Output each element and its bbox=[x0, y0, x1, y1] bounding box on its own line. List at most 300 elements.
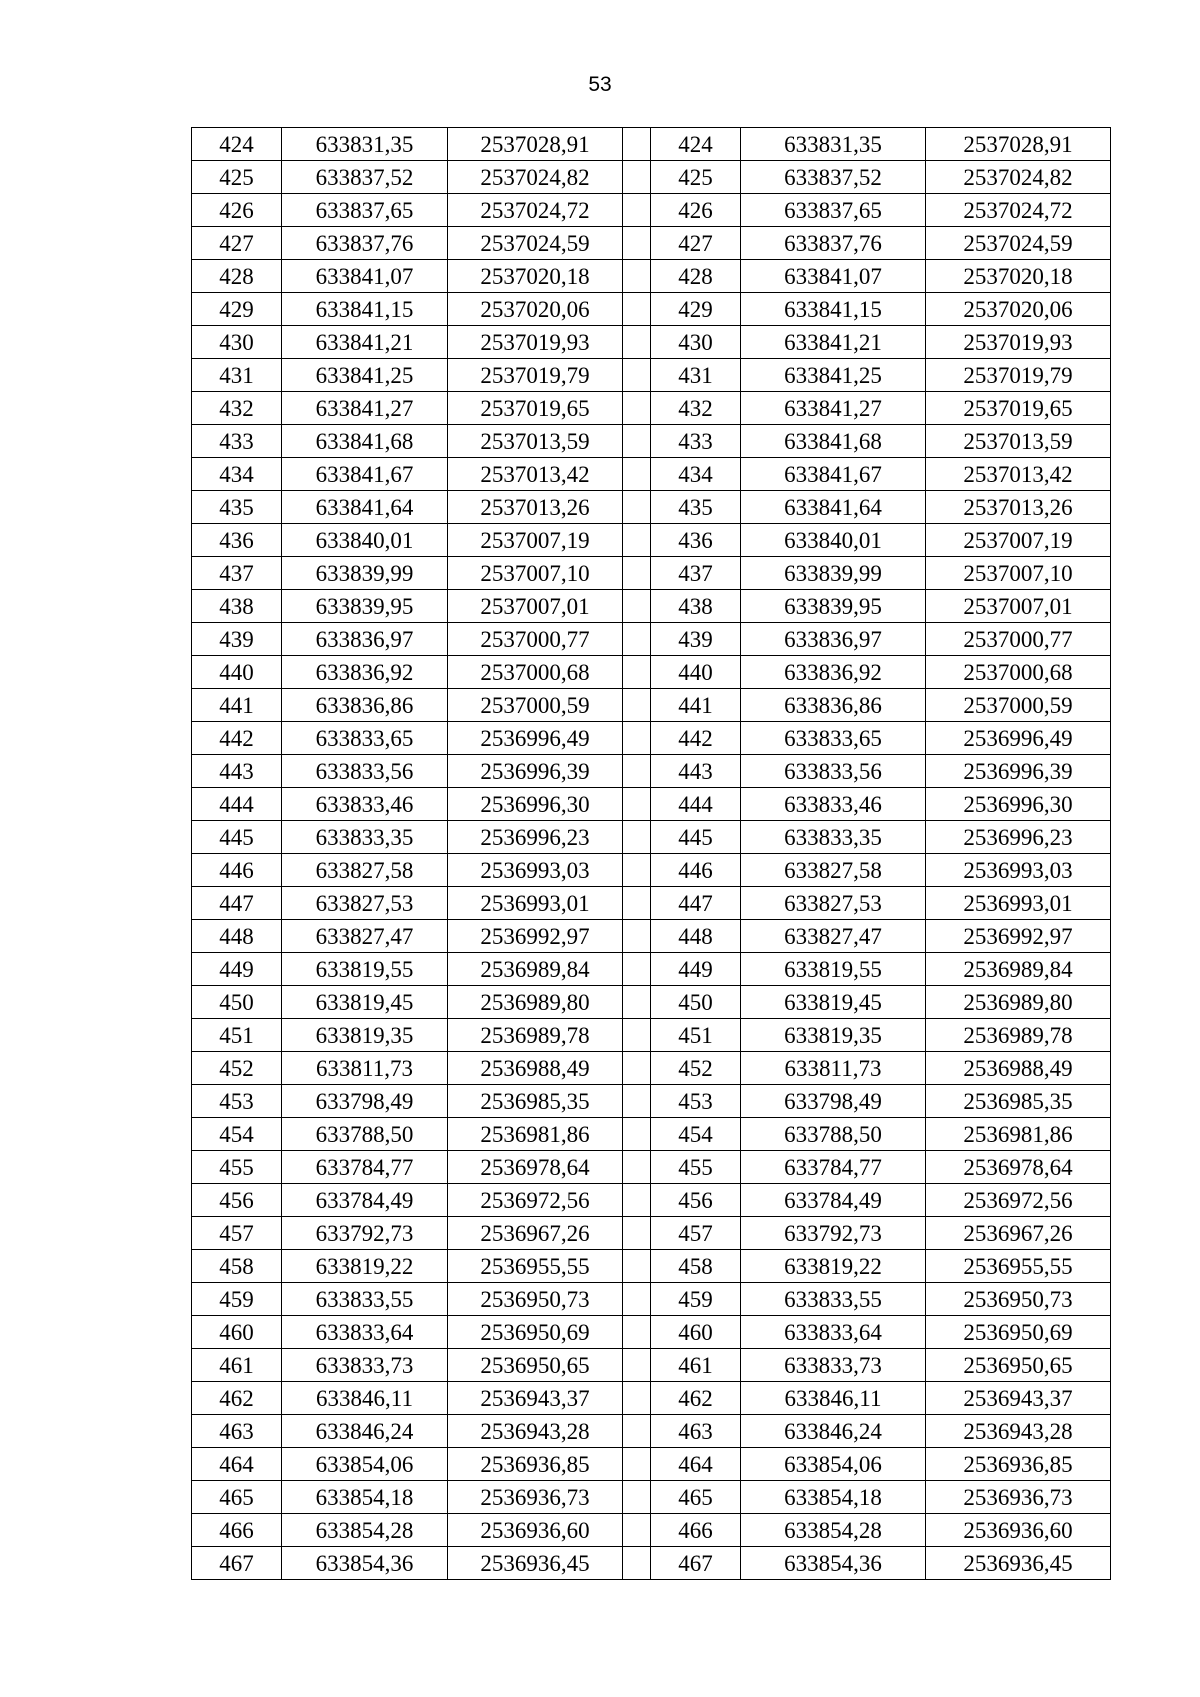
point-number-left: 430 bbox=[192, 326, 282, 359]
y-coordinate-right: 2536992,97 bbox=[926, 920, 1111, 953]
y-coordinate-left: 2537019,93 bbox=[448, 326, 623, 359]
y-coordinate-right: 2537007,01 bbox=[926, 590, 1111, 623]
y-coordinate-left: 2536981,86 bbox=[448, 1118, 623, 1151]
y-coordinate-left: 2537019,79 bbox=[448, 359, 623, 392]
table-row bbox=[192, 359, 1111, 392]
y-coordinate-right: 2537019,79 bbox=[926, 359, 1111, 392]
spacer-cell bbox=[623, 887, 651, 920]
point-number-left: 432 bbox=[192, 392, 282, 425]
x-coordinate-left: 633854,18 bbox=[282, 1481, 448, 1514]
table-row bbox=[192, 1250, 1111, 1283]
x-coordinate-right: 633841,68 bbox=[741, 425, 926, 458]
x-coordinate-left: 633837,76 bbox=[282, 227, 448, 260]
point-number-left: 447 bbox=[192, 887, 282, 920]
x-coordinate-left: 633846,24 bbox=[282, 1415, 448, 1448]
point-number-left: 463 bbox=[192, 1415, 282, 1448]
spacer-cell bbox=[623, 359, 651, 392]
x-coordinate-right: 633819,35 bbox=[741, 1019, 926, 1052]
y-coordinate-left: 2536936,73 bbox=[448, 1481, 623, 1514]
x-coordinate-right: 633836,86 bbox=[741, 689, 926, 722]
x-coordinate-right: 633854,18 bbox=[741, 1481, 926, 1514]
y-coordinate-right: 2536950,65 bbox=[926, 1349, 1111, 1382]
point-number-right: 449 bbox=[651, 953, 741, 986]
spacer-cell bbox=[623, 425, 651, 458]
x-coordinate-left: 633811,73 bbox=[282, 1052, 448, 1085]
x-coordinate-right: 633841,27 bbox=[741, 392, 926, 425]
y-coordinate-right: 2537000,59 bbox=[926, 689, 1111, 722]
x-coordinate-right: 633854,06 bbox=[741, 1448, 926, 1481]
spacer-cell bbox=[623, 1019, 651, 1052]
x-coordinate-left: 633854,06 bbox=[282, 1448, 448, 1481]
y-coordinate-right: 2536972,56 bbox=[926, 1184, 1111, 1217]
point-number-right: 451 bbox=[651, 1019, 741, 1052]
point-number-left: 465 bbox=[192, 1481, 282, 1514]
x-coordinate-left: 633841,67 bbox=[282, 458, 448, 491]
point-number-left: 455 bbox=[192, 1151, 282, 1184]
table-row bbox=[192, 854, 1111, 887]
spacer-cell bbox=[623, 260, 651, 293]
table-row bbox=[192, 1151, 1111, 1184]
point-number-left: 445 bbox=[192, 821, 282, 854]
y-coordinate-left: 2536996,30 bbox=[448, 788, 623, 821]
table-row bbox=[192, 1316, 1111, 1349]
y-coordinate-left: 2536936,60 bbox=[448, 1514, 623, 1547]
x-coordinate-right: 633846,11 bbox=[741, 1382, 926, 1415]
point-number-left: 431 bbox=[192, 359, 282, 392]
x-coordinate-right: 633798,49 bbox=[741, 1085, 926, 1118]
point-number-left: 454 bbox=[192, 1118, 282, 1151]
point-number-right: 434 bbox=[651, 458, 741, 491]
x-coordinate-right: 633827,53 bbox=[741, 887, 926, 920]
y-coordinate-right: 2536936,60 bbox=[926, 1514, 1111, 1547]
spacer-cell bbox=[623, 1448, 651, 1481]
point-number-right: 436 bbox=[651, 524, 741, 557]
point-number-left: 443 bbox=[192, 755, 282, 788]
x-coordinate-left: 633841,21 bbox=[282, 326, 448, 359]
x-coordinate-right: 633839,95 bbox=[741, 590, 926, 623]
point-number-right: 467 bbox=[651, 1547, 741, 1580]
y-coordinate-right: 2536993,01 bbox=[926, 887, 1111, 920]
y-coordinate-right: 2537007,10 bbox=[926, 557, 1111, 590]
spacer-cell bbox=[623, 128, 651, 161]
x-coordinate-left: 633833,64 bbox=[282, 1316, 448, 1349]
x-coordinate-left: 633837,52 bbox=[282, 161, 448, 194]
y-coordinate-left: 2537024,59 bbox=[448, 227, 623, 260]
x-coordinate-left: 633784,77 bbox=[282, 1151, 448, 1184]
point-number-right: 433 bbox=[651, 425, 741, 458]
spacer-cell bbox=[623, 623, 651, 656]
y-coordinate-left: 2536955,55 bbox=[448, 1250, 623, 1283]
point-number-right: 431 bbox=[651, 359, 741, 392]
point-number-right: 458 bbox=[651, 1250, 741, 1283]
spacer-cell bbox=[623, 1151, 651, 1184]
point-number-right: 465 bbox=[651, 1481, 741, 1514]
point-number-left: 437 bbox=[192, 557, 282, 590]
y-coordinate-right: 2536996,39 bbox=[926, 755, 1111, 788]
spacer-cell bbox=[623, 755, 651, 788]
table-row bbox=[192, 425, 1111, 458]
y-coordinate-left: 2536989,80 bbox=[448, 986, 623, 1019]
point-number-left: 441 bbox=[192, 689, 282, 722]
x-coordinate-right: 633819,45 bbox=[741, 986, 926, 1019]
x-coordinate-right: 633811,73 bbox=[741, 1052, 926, 1085]
y-coordinate-left: 2536993,01 bbox=[448, 887, 623, 920]
y-coordinate-right: 2536988,49 bbox=[926, 1052, 1111, 1085]
point-number-right: 456 bbox=[651, 1184, 741, 1217]
x-coordinate-right: 633833,65 bbox=[741, 722, 926, 755]
point-number-right: 441 bbox=[651, 689, 741, 722]
spacer-cell bbox=[623, 1085, 651, 1118]
table-row bbox=[192, 1349, 1111, 1382]
x-coordinate-left: 633788,50 bbox=[282, 1118, 448, 1151]
table-row bbox=[192, 821, 1111, 854]
y-coordinate-right: 2536936,85 bbox=[926, 1448, 1111, 1481]
spacer-cell bbox=[623, 161, 651, 194]
y-coordinate-right: 2537020,06 bbox=[926, 293, 1111, 326]
point-number-right: 432 bbox=[651, 392, 741, 425]
point-number-left: 458 bbox=[192, 1250, 282, 1283]
y-coordinate-right: 2537000,68 bbox=[926, 656, 1111, 689]
table-row bbox=[192, 1217, 1111, 1250]
point-number-left: 461 bbox=[192, 1349, 282, 1382]
y-coordinate-right: 2537013,59 bbox=[926, 425, 1111, 458]
x-coordinate-right: 633840,01 bbox=[741, 524, 926, 557]
x-coordinate-right: 633841,64 bbox=[741, 491, 926, 524]
point-number-right: 453 bbox=[651, 1085, 741, 1118]
spacer-cell bbox=[623, 1415, 651, 1448]
spacer-cell bbox=[623, 920, 651, 953]
y-coordinate-right: 2536950,73 bbox=[926, 1283, 1111, 1316]
x-coordinate-right: 633841,67 bbox=[741, 458, 926, 491]
point-number-left: 452 bbox=[192, 1052, 282, 1085]
spacer-cell bbox=[623, 524, 651, 557]
spacer-cell bbox=[623, 1217, 651, 1250]
point-number-right: 454 bbox=[651, 1118, 741, 1151]
point-number-left: 446 bbox=[192, 854, 282, 887]
x-coordinate-left: 633839,99 bbox=[282, 557, 448, 590]
table-row bbox=[192, 491, 1111, 524]
x-coordinate-left: 633841,25 bbox=[282, 359, 448, 392]
x-coordinate-right: 633831,35 bbox=[741, 128, 926, 161]
x-coordinate-left: 633798,49 bbox=[282, 1085, 448, 1118]
point-number-left: 442 bbox=[192, 722, 282, 755]
point-number-left: 425 bbox=[192, 161, 282, 194]
y-coordinate-left: 2536996,49 bbox=[448, 722, 623, 755]
y-coordinate-left: 2536967,26 bbox=[448, 1217, 623, 1250]
table-row bbox=[192, 194, 1111, 227]
point-number-left: 449 bbox=[192, 953, 282, 986]
y-coordinate-right: 2536978,64 bbox=[926, 1151, 1111, 1184]
table-row bbox=[192, 590, 1111, 623]
point-number-left: 433 bbox=[192, 425, 282, 458]
spacer-cell bbox=[623, 1349, 651, 1382]
x-coordinate-left: 633819,45 bbox=[282, 986, 448, 1019]
point-number-right: 443 bbox=[651, 755, 741, 788]
x-coordinate-left: 633792,73 bbox=[282, 1217, 448, 1250]
point-number-right: 442 bbox=[651, 722, 741, 755]
point-number-right: 440 bbox=[651, 656, 741, 689]
point-number-right: 439 bbox=[651, 623, 741, 656]
x-coordinate-left: 633841,68 bbox=[282, 425, 448, 458]
spacer-cell bbox=[623, 1283, 651, 1316]
point-number-right: 424 bbox=[651, 128, 741, 161]
x-coordinate-left: 633833,55 bbox=[282, 1283, 448, 1316]
x-coordinate-left: 633827,53 bbox=[282, 887, 448, 920]
point-number-right: 445 bbox=[651, 821, 741, 854]
y-coordinate-right: 2536989,84 bbox=[926, 953, 1111, 986]
point-number-right: 444 bbox=[651, 788, 741, 821]
spacer-cell bbox=[623, 986, 651, 1019]
point-number-right: 455 bbox=[651, 1151, 741, 1184]
point-number-right: 427 bbox=[651, 227, 741, 260]
x-coordinate-right: 633788,50 bbox=[741, 1118, 926, 1151]
y-coordinate-right: 2537028,91 bbox=[926, 128, 1111, 161]
x-coordinate-right: 633846,24 bbox=[741, 1415, 926, 1448]
y-coordinate-left: 2536950,69 bbox=[448, 1316, 623, 1349]
y-coordinate-left: 2536988,49 bbox=[448, 1052, 623, 1085]
x-coordinate-right: 633833,64 bbox=[741, 1316, 926, 1349]
y-coordinate-right: 2536936,73 bbox=[926, 1481, 1111, 1514]
y-coordinate-right: 2537013,42 bbox=[926, 458, 1111, 491]
point-number-right: 425 bbox=[651, 161, 741, 194]
y-coordinate-left: 2536950,73 bbox=[448, 1283, 623, 1316]
point-number-right: 447 bbox=[651, 887, 741, 920]
x-coordinate-right: 633841,07 bbox=[741, 260, 926, 293]
spacer-cell bbox=[623, 1547, 651, 1580]
x-coordinate-left: 633836,97 bbox=[282, 623, 448, 656]
y-coordinate-left: 2537013,59 bbox=[448, 425, 623, 458]
point-number-right: 435 bbox=[651, 491, 741, 524]
x-coordinate-left: 633819,35 bbox=[282, 1019, 448, 1052]
y-coordinate-left: 2537020,06 bbox=[448, 293, 623, 326]
x-coordinate-left: 633846,11 bbox=[282, 1382, 448, 1415]
x-coordinate-right: 633784,77 bbox=[741, 1151, 926, 1184]
table-row bbox=[192, 392, 1111, 425]
point-number-right: 430 bbox=[651, 326, 741, 359]
spacer-cell bbox=[623, 656, 651, 689]
y-coordinate-left: 2537000,68 bbox=[448, 656, 623, 689]
spacer-cell bbox=[623, 1184, 651, 1217]
x-coordinate-left: 633833,56 bbox=[282, 755, 448, 788]
table-row bbox=[192, 755, 1111, 788]
table-row bbox=[192, 623, 1111, 656]
point-number-left: 466 bbox=[192, 1514, 282, 1547]
point-number-right: 452 bbox=[651, 1052, 741, 1085]
y-coordinate-left: 2536936,85 bbox=[448, 1448, 623, 1481]
point-number-left: 429 bbox=[192, 293, 282, 326]
spacer-cell bbox=[623, 1118, 651, 1151]
point-number-left: 451 bbox=[192, 1019, 282, 1052]
table-row bbox=[192, 128, 1111, 161]
x-coordinate-right: 633854,36 bbox=[741, 1547, 926, 1580]
spacer-cell bbox=[623, 1316, 651, 1349]
x-coordinate-right: 633839,99 bbox=[741, 557, 926, 590]
x-coordinate-right: 633833,35 bbox=[741, 821, 926, 854]
x-coordinate-left: 633840,01 bbox=[282, 524, 448, 557]
x-coordinate-right: 633837,76 bbox=[741, 227, 926, 260]
x-coordinate-left: 633854,28 bbox=[282, 1514, 448, 1547]
point-number-right: 461 bbox=[651, 1349, 741, 1382]
table-row bbox=[192, 1052, 1111, 1085]
point-number-right: 463 bbox=[651, 1415, 741, 1448]
table-row bbox=[192, 887, 1111, 920]
x-coordinate-right: 633836,92 bbox=[741, 656, 926, 689]
point-number-left: 464 bbox=[192, 1448, 282, 1481]
y-coordinate-left: 2536950,65 bbox=[448, 1349, 623, 1382]
x-coordinate-left: 633854,36 bbox=[282, 1547, 448, 1580]
point-number-right: 460 bbox=[651, 1316, 741, 1349]
point-number-left: 450 bbox=[192, 986, 282, 1019]
y-coordinate-left: 2536978,64 bbox=[448, 1151, 623, 1184]
y-coordinate-right: 2536981,86 bbox=[926, 1118, 1111, 1151]
y-coordinate-right: 2536967,26 bbox=[926, 1217, 1111, 1250]
table-row bbox=[192, 1415, 1111, 1448]
spacer-cell bbox=[623, 689, 651, 722]
x-coordinate-left: 633841,64 bbox=[282, 491, 448, 524]
spacer-cell bbox=[623, 590, 651, 623]
spacer-cell bbox=[623, 722, 651, 755]
spacer-cell bbox=[623, 1382, 651, 1415]
x-coordinate-left: 633819,22 bbox=[282, 1250, 448, 1283]
x-coordinate-right: 633833,56 bbox=[741, 755, 926, 788]
x-coordinate-left: 633841,15 bbox=[282, 293, 448, 326]
point-number-left: 436 bbox=[192, 524, 282, 557]
x-coordinate-left: 633833,46 bbox=[282, 788, 448, 821]
spacer-cell bbox=[623, 557, 651, 590]
table-row bbox=[192, 953, 1111, 986]
y-coordinate-right: 2536943,28 bbox=[926, 1415, 1111, 1448]
point-number-left: 448 bbox=[192, 920, 282, 953]
y-coordinate-left: 2537007,01 bbox=[448, 590, 623, 623]
x-coordinate-left: 633819,55 bbox=[282, 953, 448, 986]
table-row bbox=[192, 689, 1111, 722]
spacer-cell bbox=[623, 1514, 651, 1547]
y-coordinate-right: 2536993,03 bbox=[926, 854, 1111, 887]
y-coordinate-left: 2537007,19 bbox=[448, 524, 623, 557]
y-coordinate-left: 2536936,45 bbox=[448, 1547, 623, 1580]
point-number-right: 446 bbox=[651, 854, 741, 887]
point-number-right: 464 bbox=[651, 1448, 741, 1481]
y-coordinate-left: 2537000,59 bbox=[448, 689, 623, 722]
spacer-cell bbox=[623, 788, 651, 821]
y-coordinate-left: 2536943,37 bbox=[448, 1382, 623, 1415]
coordinates-table-body bbox=[192, 128, 1111, 1580]
y-coordinate-right: 2537019,93 bbox=[926, 326, 1111, 359]
point-number-right: 437 bbox=[651, 557, 741, 590]
table-row bbox=[192, 986, 1111, 1019]
y-coordinate-left: 2536992,97 bbox=[448, 920, 623, 953]
y-coordinate-left: 2536972,56 bbox=[448, 1184, 623, 1217]
point-number-left: 467 bbox=[192, 1547, 282, 1580]
x-coordinate-left: 633833,73 bbox=[282, 1349, 448, 1382]
x-coordinate-left: 633839,95 bbox=[282, 590, 448, 623]
point-number-left: 457 bbox=[192, 1217, 282, 1250]
y-coordinate-left: 2537024,82 bbox=[448, 161, 623, 194]
y-coordinate-left: 2536996,39 bbox=[448, 755, 623, 788]
table-row bbox=[192, 161, 1111, 194]
x-coordinate-left: 633784,49 bbox=[282, 1184, 448, 1217]
point-number-left: 459 bbox=[192, 1283, 282, 1316]
x-coordinate-right: 633836,97 bbox=[741, 623, 926, 656]
table-row bbox=[192, 1118, 1111, 1151]
spacer-cell bbox=[623, 491, 651, 524]
point-number-left: 428 bbox=[192, 260, 282, 293]
point-number-left: 438 bbox=[192, 590, 282, 623]
x-coordinate-left: 633827,47 bbox=[282, 920, 448, 953]
spacer-cell bbox=[623, 326, 651, 359]
table-row bbox=[192, 557, 1111, 590]
point-number-right: 426 bbox=[651, 194, 741, 227]
point-number-left: 440 bbox=[192, 656, 282, 689]
point-number-right: 459 bbox=[651, 1283, 741, 1316]
point-number-left: 424 bbox=[192, 128, 282, 161]
y-coordinate-left: 2537020,18 bbox=[448, 260, 623, 293]
y-coordinate-right: 2537013,26 bbox=[926, 491, 1111, 524]
table-row bbox=[192, 293, 1111, 326]
y-coordinate-left: 2537019,65 bbox=[448, 392, 623, 425]
y-coordinate-right: 2536996,49 bbox=[926, 722, 1111, 755]
x-coordinate-right: 633784,49 bbox=[741, 1184, 926, 1217]
y-coordinate-left: 2536996,23 bbox=[448, 821, 623, 854]
y-coordinate-left: 2537000,77 bbox=[448, 623, 623, 656]
x-coordinate-right: 633833,55 bbox=[741, 1283, 926, 1316]
point-number-right: 429 bbox=[651, 293, 741, 326]
y-coordinate-left: 2537007,10 bbox=[448, 557, 623, 590]
table-row bbox=[192, 326, 1111, 359]
x-coordinate-right: 633827,47 bbox=[741, 920, 926, 953]
x-coordinate-left: 633833,35 bbox=[282, 821, 448, 854]
spacer-cell bbox=[623, 854, 651, 887]
y-coordinate-right: 2536996,23 bbox=[926, 821, 1111, 854]
y-coordinate-right: 2536989,78 bbox=[926, 1019, 1111, 1052]
x-coordinate-right: 633792,73 bbox=[741, 1217, 926, 1250]
table-row bbox=[192, 458, 1111, 491]
table-row bbox=[192, 1085, 1111, 1118]
point-number-right: 457 bbox=[651, 1217, 741, 1250]
spacer-cell bbox=[623, 392, 651, 425]
table-row bbox=[192, 1448, 1111, 1481]
point-number-left: 434 bbox=[192, 458, 282, 491]
table-row bbox=[192, 227, 1111, 260]
spacer-cell bbox=[623, 293, 651, 326]
spacer-cell bbox=[623, 194, 651, 227]
x-coordinate-right: 633841,25 bbox=[741, 359, 926, 392]
x-coordinate-right: 633837,52 bbox=[741, 161, 926, 194]
x-coordinate-right: 633837,65 bbox=[741, 194, 926, 227]
table-row bbox=[192, 656, 1111, 689]
spacer-cell bbox=[623, 953, 651, 986]
x-coordinate-left: 633841,27 bbox=[282, 392, 448, 425]
y-coordinate-left: 2536993,03 bbox=[448, 854, 623, 887]
x-coordinate-left: 633837,65 bbox=[282, 194, 448, 227]
table-row bbox=[192, 524, 1111, 557]
table-row bbox=[192, 1184, 1111, 1217]
x-coordinate-left: 633836,92 bbox=[282, 656, 448, 689]
y-coordinate-right: 2536955,55 bbox=[926, 1250, 1111, 1283]
point-number-right: 450 bbox=[651, 986, 741, 1019]
y-coordinate-left: 2537024,72 bbox=[448, 194, 623, 227]
x-coordinate-left: 633841,07 bbox=[282, 260, 448, 293]
spacer-cell bbox=[623, 1481, 651, 1514]
point-number-left: 426 bbox=[192, 194, 282, 227]
y-coordinate-left: 2537028,91 bbox=[448, 128, 623, 161]
y-coordinate-left: 2536989,78 bbox=[448, 1019, 623, 1052]
spacer-cell bbox=[623, 1052, 651, 1085]
table-row bbox=[192, 1514, 1111, 1547]
y-coordinate-right: 2536989,80 bbox=[926, 986, 1111, 1019]
x-coordinate-right: 633819,22 bbox=[741, 1250, 926, 1283]
point-number-right: 462 bbox=[651, 1382, 741, 1415]
